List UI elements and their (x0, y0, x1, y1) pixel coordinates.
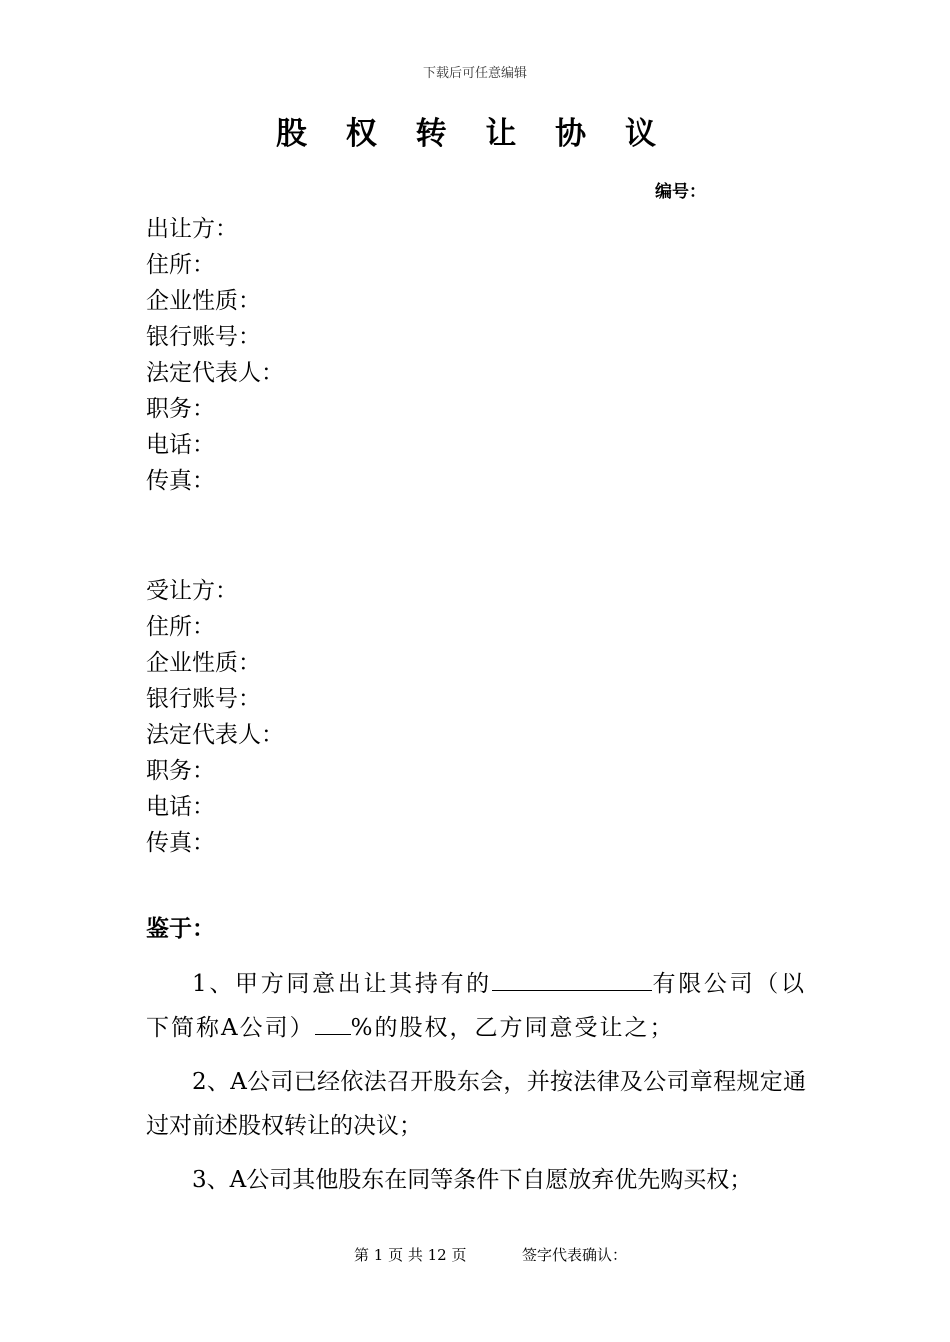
transferee-legal-rep-field: 法定代表人： (146, 722, 284, 748)
whereas-clause-1 (146, 962, 806, 1050)
signature-confirmation: 签字代表确认： (522, 1246, 628, 1264)
transferee-address-field: 住所： (146, 614, 215, 640)
transferee-phone-field: 电话： (146, 794, 215, 820)
clause-1-text-c: %的股权，乙方同意受让之； (350, 1015, 675, 1041)
page-number: 第 1 页 共 12 页 (354, 1246, 467, 1264)
page-header: 下载后可任意编辑 (422, 66, 527, 81)
clause-1-text-a: 1、甲方同意出让其持有的 (192, 971, 492, 997)
transferee-enterprise-type-field: 企业性质： (146, 650, 261, 676)
transferee-fax-field: 传真： (146, 830, 215, 856)
transferor-bank-account-field: 银行账号： (146, 324, 261, 350)
document-title: 股 权 转 让 协 议 (276, 116, 670, 152)
transferee-position-field: 职务： (146, 758, 215, 784)
clause-1-text-b: 有限公司（以下简称A公司） (146, 971, 806, 1041)
transferor-fax-field: 传真： (146, 468, 215, 494)
document-number-label: 编号： (655, 182, 706, 202)
whereas-clauses (146, 962, 806, 1212)
transferor-name-field: 出让方： (146, 216, 238, 242)
percentage-blank (315, 1010, 351, 1035)
transferee-info (146, 573, 284, 861)
whereas-clause-2: 2、A公司已经依法召开股东会，并按法律及公司章程规定通过对前述股权转让的决议； (146, 1069, 806, 1139)
transferor-position-field: 职务： (146, 396, 215, 422)
whereas-heading: 鉴于： (146, 916, 215, 942)
transferor-info (146, 211, 284, 499)
transferor-address-field: 住所： (146, 252, 215, 278)
whereas-clause-3: 3、A公司其他股东在同等条件下自愿放弃优先购买权； (192, 1167, 753, 1193)
transferor-phone-field: 电话： (146, 432, 215, 458)
transferor-legal-rep-field: 法定代表人： (146, 360, 284, 386)
transferor-enterprise-type-field: 企业性质： (146, 288, 261, 314)
company-name-blank (492, 966, 652, 991)
transferee-bank-account-field: 银行账号： (146, 686, 261, 712)
transferee-name-field: 受让方： (146, 578, 238, 604)
